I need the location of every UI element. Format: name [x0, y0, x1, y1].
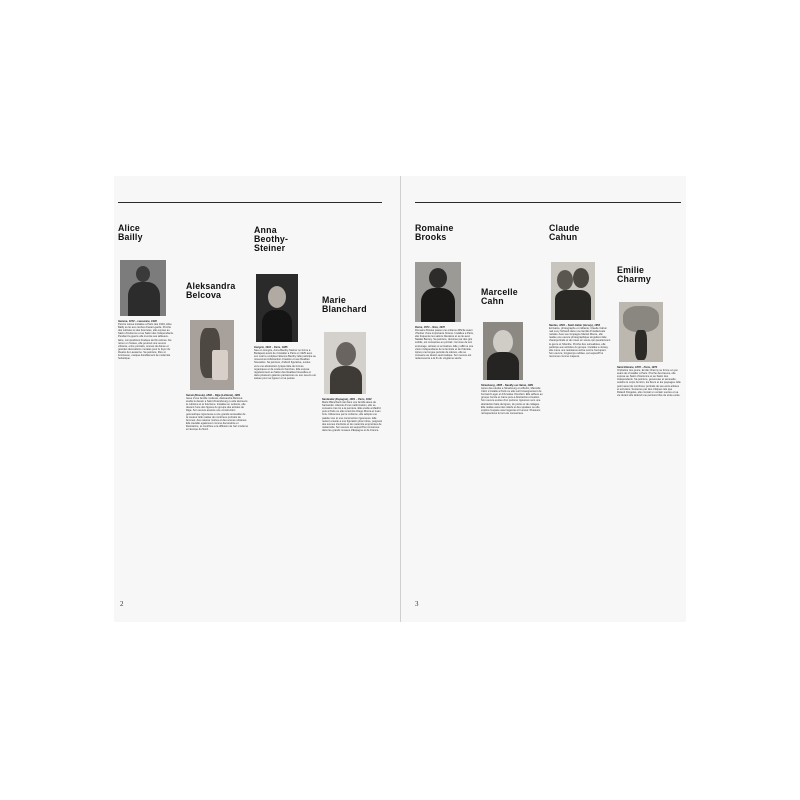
name-line: Beothy- — [254, 234, 289, 244]
entry-column — [322, 295, 384, 432]
biography-text: Orpheline tres jeune, Emilie Charmy se forme a Lyon avant de s'installer a Paris. Proche des fauves, elle expose au Salon d'Automne et au Salon des Independants. Sa peinture, genereuse et sensuelle, celebre le corps feminin, les fleurs et les paysages. Elle peint aussi de nombreux portraits de ses amis artistes et ecrivains. Soutenue par des critiques tels que Roland Dorgeles, elle connait un certain succes et sa vie durant elle defend une peinture libre de toute ecole. — [617, 369, 681, 397]
birth-caption: Nantes, 1894 – Saint-Helier (Jersey), 1954 — [549, 324, 601, 327]
birth-caption: Strasbourg, 1895 – Neuilly-sur-Seine, 1981 — [481, 384, 534, 387]
biography-text: Nee en Hongrie, Anna Beothy-Steiner se forme a Budapest avant de s'installer a Paris en 1925 avec son mari le sculpteur Etienne Beothy. Elle participe au mouvement Abstraction-Creation et aux Realites Nouvelles. Sa peinture, d'abord figurative, evolue vers une abstraction lyrique faite de formes organiques et de couleurs franches. Elle expose regulierement au Salon des Realites Nouvelles et dans plusieurs galeries parisiennes ou son oeuvre est saluee pour sa rigueur et sa poesie. — [254, 349, 316, 380]
artwork-photo — [190, 320, 234, 390]
birth-caption: Rome, 1874 – Nice, 1970 — [415, 326, 445, 329]
name-line: Brooks — [415, 232, 447, 242]
artist-name — [186, 282, 248, 300]
portrait-photo — [551, 262, 595, 320]
biography-text: Peintre suisse installee a Paris des 1904, Alice Bailly se lie aux cercles d'avant-garde. Proche des cubistes et des futuristes, elle expose au Salon d'Automne et au Salon des Independants. Pendant la guerre elle invente ses tableaux-laine, compositions brodees de fils colores. De retour en Suisse, elle poursuit une oeuvre vibrante, entre portraits, scenes de danse et grandes decorations murales pour le foyer du theatre de Lausanne. Sa peinture, libre et lumineuse, marque durablement la modernite helvetique. — [118, 323, 174, 361]
page-number: 3 — [415, 600, 419, 608]
artist-name — [617, 266, 681, 284]
entry-column — [481, 287, 543, 415]
name-line: Cahun — [549, 232, 578, 242]
name-line: Marie — [322, 295, 346, 305]
name-line: Claude — [549, 223, 580, 233]
entry-column — [415, 223, 477, 360]
entry-column — [549, 223, 611, 358]
artist-name — [322, 296, 384, 314]
name-line: Belcova — [186, 290, 222, 300]
name-line: Marcelle — [481, 287, 518, 297]
page-number: 2 — [120, 600, 124, 608]
portrait-photo — [324, 332, 366, 394]
book-gutter — [400, 176, 401, 622]
birth-caption: Santander (Espagne), 1881 – Paris, 1932 — [322, 398, 372, 401]
name-line: Romaine — [415, 223, 454, 233]
entry-column — [186, 281, 249, 432]
biography-text: Issue d'une famille modeste, Aleksandra Belcova etudie le dessin a Saint-Petersbourg ou elle decouvre le cubisme et le futurisme. Installee en Lettonie, elle devient l'une des figures du groupe des artistes de Riga. Son oeuvre associe une construction geometrique rigoureuse a une grande sensualite de la couleur. Elle realise de nombreux portraits de femmes, des natures mortes et des scenes urbaines. Elle travaille egalement comme decoratrice et illustratrice, et contribue a la diffusion de l'art moderne en Europe du Nord. — [186, 397, 249, 432]
birth-caption: Surazi (Russie), 1892 – Riga (Lettonie), 1981 — [186, 394, 241, 397]
birth-caption: Geneve, 1872 – Lausanne, 1938 — [118, 320, 157, 323]
biography-text: Marie Blanchard nait dans une famille aisee de Santander. Atteinte d'une malformation, elle se consacre tres tot a la peinture. Elle etudie a Madrid puis a Paris ou elle rencontre Diego Rivera et Juan Gris. Influencee par le cubisme, elle adopte une palette vive et une construction rigoureuse. Elle revient ensuite a une figuration plus intime, peignant des scenes d'enfants et de maternite empreintes de melancolie. Son oeuvre est aujourd'hui conservee dans les grands musees d'Espagne et de France. — [322, 401, 382, 432]
portrait-photo — [483, 322, 523, 380]
entry-column — [254, 225, 316, 380]
name-line: Cahn — [481, 296, 504, 306]
entry-column — [617, 265, 681, 397]
name-line: Charmy — [617, 274, 651, 284]
portrait-photo — [120, 260, 166, 316]
artist-name — [254, 226, 316, 253]
top-rule — [118, 202, 382, 203]
artist-name — [118, 224, 174, 242]
name-line: Bailly — [118, 232, 143, 242]
biography-text: Apres des etudes a Strasbourg et a Berlin, Marcelle Cahn s'installe a Paris ou elle suit l'enseignement de Fernand Leger et d'Amedee Ozenfant. Elle adhere au groupe Cercle et Carre puis a Abstraction-Creation. Son oeuvre evolue d'un purisme rigoureux vers une abstraction faite de lignes, de points et de collages. Elle realise aussi des reliefs et des spatiaux ou elle explore l'espace avec legerete et humour. Plusieurs retrospectives lui ont ete consacrees. — [481, 387, 543, 415]
right-page — [401, 176, 686, 622]
portrait-photo — [619, 302, 663, 362]
left-page — [114, 176, 400, 622]
artist-name — [549, 224, 611, 242]
name-line: Anna — [254, 225, 277, 235]
biography-text: Ecrivaine, photographe et militante, Claude Cahun nait Lucy Schwob dans une famille d'intellectuels nantais. Avec sa compagne Marcel Moore, elle realise une oeuvre photographique singuliere faite d'autoportraits et de mises en scene qui questionnent le genre et l'identite. Proche des surrealistes, elle participe aux activites du groupe. Installee a Jersey, elle mene une resistance active contre l'occupant. Son oeuvre, longtemps oubliee, est aujourd'hui reconnue comme majeure. — [549, 327, 611, 358]
name-line: Emilie — [617, 265, 645, 275]
entry-column — [118, 223, 174, 361]
name-line: Steiner — [254, 243, 286, 253]
name-line: Aleksandra — [186, 281, 236, 291]
name-line: Blanchard — [322, 304, 367, 314]
biography-text: Romaine Brooks passe une enfance difficile avant d'heriter d'une importante fortune. Installee a Paris, elle frequente les salons litteraires et se lie avec Natalie Barney. Sa peinture, dominee par des gris subtils, est consacree au portrait : femmes de son entourage, artistes et ecrivaines. Elle y affirme une vision independante de la feminite et de l'identite. Apres une longue periode de silence, elle se consacre au dessin automatique. Son oeuvre est redecouverte a la fin du vingtieme siecle. — [415, 329, 474, 360]
top-rule — [415, 202, 681, 203]
birth-caption: Saint-Etienne, 1878 – Paris, 1974 — [617, 366, 658, 369]
portrait-photo — [415, 262, 461, 322]
birth-caption: Hongrie, 1902 – Paris, 1985 — [254, 346, 288, 349]
name-line: Alice — [118, 223, 141, 233]
artist-name — [415, 224, 477, 242]
artist-name — [481, 288, 543, 306]
portrait-photo — [256, 274, 298, 342]
